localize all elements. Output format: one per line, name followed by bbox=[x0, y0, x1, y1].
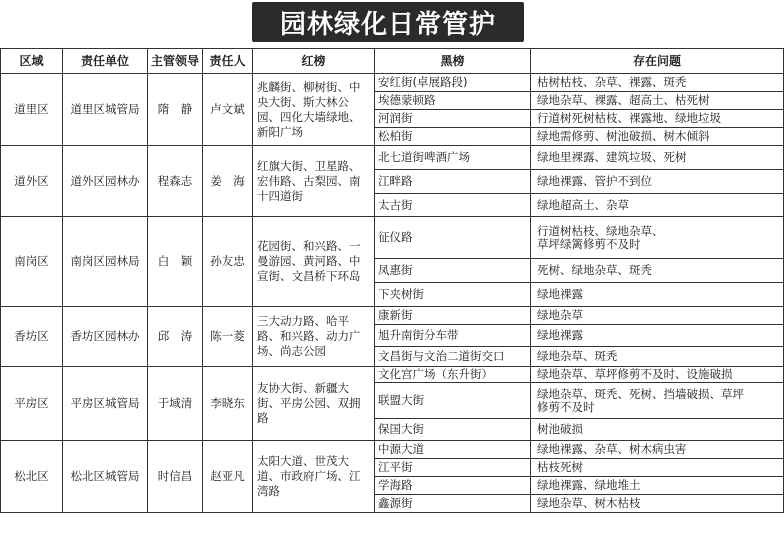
black-list-cell: 文昌街与文治二道街交口 bbox=[375, 347, 531, 367]
black-list-cell: 凤惠街 bbox=[375, 259, 531, 283]
unit-cell: 道外区园林办 bbox=[63, 146, 148, 217]
table-row bbox=[1, 367, 784, 383]
black-list-cell: 江平街 bbox=[375, 459, 531, 477]
header-black-list: 黑榜 bbox=[375, 49, 531, 74]
header-person: 责任人 bbox=[203, 49, 253, 74]
area-cell: 香坊区 bbox=[1, 307, 63, 367]
black-list-cell: 下夹树街 bbox=[375, 283, 531, 307]
table-row bbox=[1, 441, 784, 459]
area-cell: 道里区 bbox=[1, 74, 63, 146]
person-cell: 陈一菱 bbox=[203, 307, 253, 367]
leader-cell: 于域清 bbox=[148, 367, 203, 441]
leader-cell: 隋 静 bbox=[148, 74, 203, 146]
black-list-cell: 鑫源街 bbox=[375, 495, 531, 513]
page-title: 园林绿化日常管护 bbox=[279, 9, 496, 40]
header-unit: 责任单位 bbox=[63, 49, 148, 74]
black-list-cell: 学海路 bbox=[375, 477, 531, 495]
leader-cell: 邱 涛 bbox=[148, 307, 203, 367]
problem-cell: 绿地里裸露、建筑垃圾、死树 bbox=[531, 146, 784, 170]
black-list-cell: 北七道街啤酒广场 bbox=[375, 146, 531, 170]
black-list-cell: 保国大街 bbox=[375, 419, 531, 441]
black-list-cell: 松柏街 bbox=[375, 128, 531, 146]
area-cell: 南岗区 bbox=[1, 217, 63, 307]
problem-cell: 绿地杂草、草坪修剪不及时、设施破损 bbox=[531, 367, 784, 383]
red-list-cell: 兆麟街、柳树街、中央大街、斯大林公园、四化大墙绿地、新阳广场 bbox=[253, 74, 375, 146]
black-list-cell: 征仪路 bbox=[375, 217, 531, 259]
problem-cell: 绿地杂草、斑秃 bbox=[531, 347, 784, 367]
problem-cell: 绿地杂草、斑秃、死树、挡墙破损、草坪 修剪不及时 bbox=[531, 383, 784, 419]
problem-cell: 树池破损 bbox=[531, 419, 784, 441]
black-list-cell: 太古街 bbox=[375, 194, 531, 217]
person-cell: 姜 海 bbox=[203, 146, 253, 217]
leader-cell: 白 颖 bbox=[148, 217, 203, 307]
table-row bbox=[1, 307, 784, 325]
person-cell: 卢文斌 bbox=[203, 74, 253, 146]
header-problems: 存在问题 bbox=[531, 49, 784, 74]
black-list-cell: 联盟大街 bbox=[375, 383, 531, 419]
table-row bbox=[1, 217, 784, 259]
black-list-cell: 文化宫广场（东升街） bbox=[375, 367, 531, 383]
problem-cell: 绿地裸露 bbox=[531, 325, 784, 347]
leader-cell: 程森志 bbox=[148, 146, 203, 217]
leader-cell: 时信昌 bbox=[148, 441, 203, 513]
person-cell: 孙友忠 bbox=[203, 217, 253, 307]
problem-cell: 行道树死树枯枝、裸露地、绿地垃圾 bbox=[531, 110, 784, 128]
problem-cell: 绿地超高土、杂草 bbox=[531, 194, 784, 217]
problem-cell: 枯树枯枝、杂草、裸露、斑秃 bbox=[531, 74, 784, 92]
person-cell: 赵亚凡 bbox=[203, 441, 253, 513]
unit-cell: 松北区城管局 bbox=[63, 441, 148, 513]
unit-cell: 南岗区园林局 bbox=[63, 217, 148, 307]
unit-cell: 道里区城管局 bbox=[63, 74, 148, 146]
red-list-cell: 红旗大街、卫星路、宏伟路、古梨园、南十四道街 bbox=[253, 146, 375, 217]
problem-cell: 绿地裸露 bbox=[531, 283, 784, 307]
title-banner bbox=[252, 2, 524, 42]
black-list-cell: 康新街 bbox=[375, 307, 531, 325]
unit-cell: 平房区城管局 bbox=[63, 367, 148, 441]
black-list-cell: 河润街 bbox=[375, 110, 531, 128]
red-list-cell: 三大动力路、哈平路、和兴路、动力广场、尚志公园 bbox=[253, 307, 375, 367]
problem-cell: 绿地裸露、管护不到位 bbox=[531, 170, 784, 194]
problem-cell: 绿地裸露、绿地堆土 bbox=[531, 477, 784, 495]
black-list-cell: 安红街(卓展路段) bbox=[375, 74, 531, 92]
black-list-cell: 埃德蒙顿路 bbox=[375, 92, 531, 110]
red-list-cell: 太阳大道、世茂大道、市政府广场、江湾路 bbox=[253, 441, 375, 513]
problem-cell: 绿地需修剪、树池破损、树木倾斜 bbox=[531, 128, 784, 146]
black-list-cell: 旭升南街分车带 bbox=[375, 325, 531, 347]
red-list-cell: 花园街、和兴路、一曼游园、黄河路、中宣街、文昌桥下环岛 bbox=[253, 217, 375, 307]
problem-cell: 枯枝死树 bbox=[531, 459, 784, 477]
area-cell: 平房区 bbox=[1, 367, 63, 441]
black-list-cell: 江畔路 bbox=[375, 170, 531, 194]
problem-cell: 绿地杂草、树木枯枝 bbox=[531, 495, 784, 513]
table-row bbox=[1, 74, 784, 92]
area-cell: 道外区 bbox=[1, 146, 63, 217]
problem-cell: 死树、绿地杂草、斑秃 bbox=[531, 259, 784, 283]
header-row bbox=[1, 49, 784, 74]
area-cell: 松北区 bbox=[1, 441, 63, 513]
problem-cell: 绿地杂草、裸露、超高土、枯死树 bbox=[531, 92, 784, 110]
unit-cell: 香坊区园林办 bbox=[63, 307, 148, 367]
red-list-cell: 友协大街、新疆大街、平房公园、双拥路 bbox=[253, 367, 375, 441]
black-list-cell: 中源大道 bbox=[375, 441, 531, 459]
problem-cell: 绿地杂草 bbox=[531, 307, 784, 325]
header-leader: 主管领导 bbox=[148, 49, 203, 74]
problem-cell: 绿地裸露、杂草、树木病虫害 bbox=[531, 441, 784, 459]
header-area: 区域 bbox=[1, 49, 63, 74]
table-row bbox=[1, 146, 784, 170]
problem-cell: 行道树枯枝、绿地杂草、 草坪绿篱修剪不及时 bbox=[531, 217, 784, 259]
maintenance-table bbox=[0, 48, 784, 513]
header-red-list: 红榜 bbox=[253, 49, 375, 74]
person-cell: 李晓东 bbox=[203, 367, 253, 441]
